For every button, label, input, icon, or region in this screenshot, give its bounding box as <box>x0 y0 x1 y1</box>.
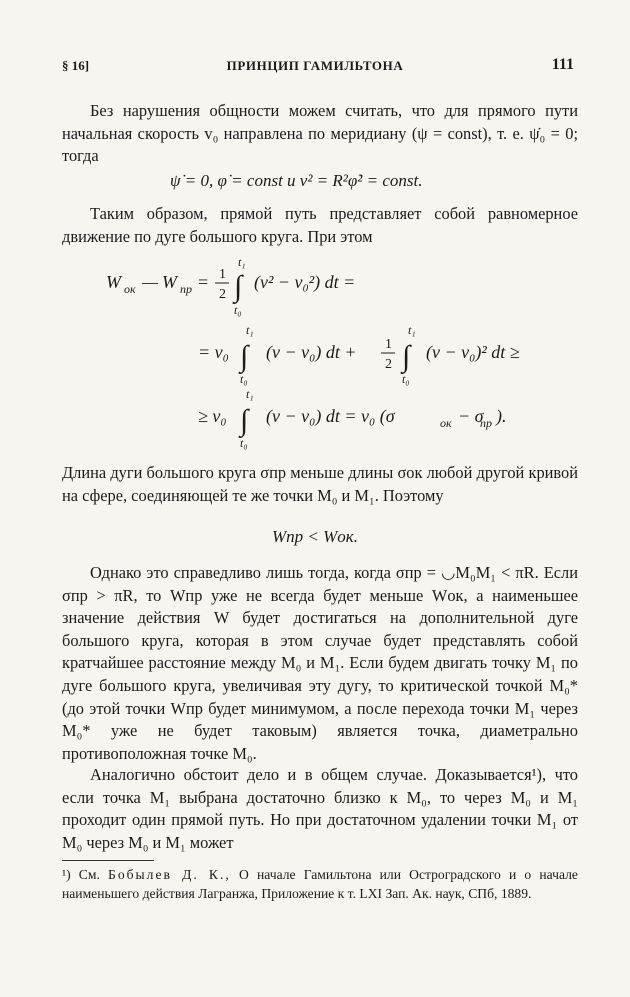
eq3-t1b: t₁ <box>408 323 416 337</box>
running-title: ПРИНЦИП ГАМИЛЬТОНА <box>226 58 404 73</box>
equation-1: ψ̇ = 0, φ̇ = const и v² = R²φ̇² = const. <box>170 171 423 190</box>
svg-text:∫: ∫ <box>240 340 249 373</box>
eq3-half-den: 2 <box>385 357 392 372</box>
eq2-t0: t₀ <box>234 303 242 317</box>
eq2-minus: — <box>142 272 159 292</box>
eq2-w2: W <box>162 272 177 292</box>
svg-text:∫: ∫ <box>402 340 411 373</box>
eq3-integrand-b: (v − v₀)² dt ≥ <box>426 342 520 362</box>
paragraph-1: Без нарушения общности можем считать, что для прямого пути начальная скорость v₀ направлена по меридиану (ψ = const), т. е. ψ̇₀ = 0; тогда <box>62 101 578 166</box>
footnote <box>62 865 578 903</box>
eq2-sub-ok: ок <box>124 282 136 296</box>
eq4-t1: t₁ <box>246 387 254 401</box>
svg-text:∫: ∫ <box>240 404 249 437</box>
eq4-sub-ok: ок <box>440 416 452 430</box>
eq2-half-den: 2 <box>219 287 226 302</box>
eq4-integrand: (v − v₀) dt = v₀ (σ <box>266 406 395 426</box>
footnote-lead: См. <box>78 867 100 882</box>
eq4-sub-pr: пр <box>480 416 492 430</box>
svg-text:∫: ∫ <box>234 270 243 303</box>
paragraph-5: Аналогично обстоит дело и в общем случае. Доказывается¹), что если точка M₁ выбрана достаточно близко к M₀, то через M₀ и M₁ проходит один прямой путь. Но при достаточном удалении точки M₁ от M₀ через M₀ и M₁ может <box>62 765 578 852</box>
equation-5: Wпр < Wок. <box>272 527 358 546</box>
paragraph-2: Таким образом, прямой путь представляет собой равномерное движение по дуге большого круга. При этом <box>62 204 578 246</box>
eq3-t1: t₁ <box>246 323 254 337</box>
page-number: 111 <box>551 56 574 73</box>
eq4-left: ≥ v₀ <box>198 406 227 426</box>
eq4-tail: − σ <box>458 406 484 426</box>
footnote-mark: ¹) <box>62 867 71 882</box>
eq3-half-num: 1 <box>385 337 392 352</box>
eq2-sub-pr: пр <box>180 282 192 296</box>
paragraph-3: Длина дуги большого круга σпр меньше длины σок любой другой кривой на сфере, соединяющей те же точки M₀ и M₁. Поэтому <box>62 463 578 505</box>
eq2-w: W <box>106 272 121 292</box>
eq4-end: ). <box>496 406 507 426</box>
footnote-rule <box>62 860 154 861</box>
eq2-half-num: 1 <box>219 267 226 282</box>
section-number: § 16] <box>62 58 90 73</box>
eq3-integrand-a: (v − v₀) dt + <box>266 342 357 362</box>
eq2-t1: t₁ <box>238 255 246 269</box>
eq2-integrand: (v² − v₀²) dt = <box>254 272 356 292</box>
eq4-t0: t₀ <box>240 436 248 450</box>
eq3-left: = v₀ <box>198 342 229 362</box>
equation-block <box>0 250 630 460</box>
eq3-t0b: t₀ <box>402 372 410 386</box>
svg-text:=: = <box>198 272 209 292</box>
paragraph-4: Однако это справедливо лишь тогда, когда σпр = ◡M₀M₁ < πR. Если σпр > πR, то Wпр уже не всегда будет меньше Wок, а наименьшее значение действия W будет достигаться на дополнительной дуге большого круга, которая в этом случае будет представлять собой кратчайшее расстояние между M₀ и M₁. Если будем двигать точку M₁ по дуге большого круга, увеличивая эту дугу, то критической точкой M₀* (до этой точки Wпр будет минимумом, а после перехода точки M₁ через M₀* уже не будет таковым) является точка, диаметрально противоположная точке M₀. <box>62 563 578 763</box>
footnote-author: Бобылев Д. К., <box>108 867 231 882</box>
eq3-t0: t₀ <box>240 372 248 386</box>
footnote-text: О начале Гамильтона или Остроградского и о начале наименьшего действия Лагранжа, Приложение к т. LXI Зап. Ак. наук, СПб, 1889. <box>62 867 578 901</box>
